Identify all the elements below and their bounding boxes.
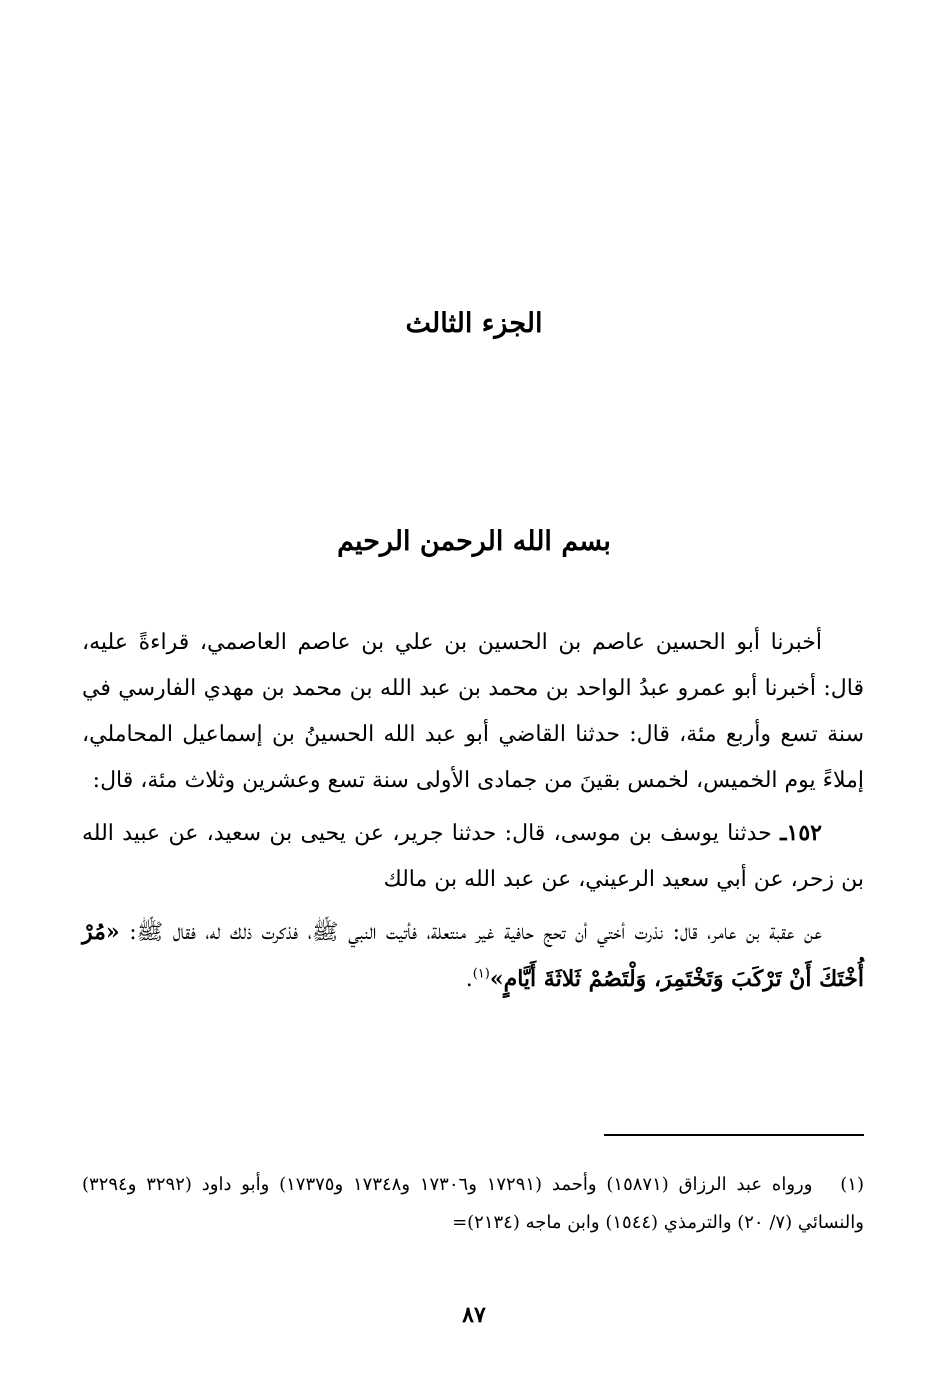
part-title: الجزء الثالث (405, 308, 543, 339)
footnote-divider (604, 1134, 864, 1136)
hadith-chain-paragraph (82, 810, 864, 903)
hadith-text-paragraph (82, 909, 864, 1003)
footnote-text: ورواه عبد الرزاق (١٥٨٧١) وأحمد (١٧٢٩١ و١٧٣٠٦ و١٧٣٤٨ و١٧٣٧٥) وأبو داود (٣٢٩٢ و٣٢٩٤) والنسائي (٧/ ٢٠) والترمذي (١٥٤٤) وابن ماجه (٢١٣٤)= (82, 1174, 864, 1233)
prophetic-quote: «مُرْ أُخْتَكَ أَنْ تَرْكَبَ وَتَخْتَمِرَ، وَلْتَصُمْ ثَلاثَةَ أَيَّامٍ» (82, 919, 864, 992)
footnotes (82, 1166, 864, 1242)
main-text (82, 620, 864, 1009)
hadith-number: ١٥٢ـ (780, 820, 822, 846)
footnote-marker: (١) (840, 1174, 864, 1195)
basmala-heading: بسم الله الرحمن الرحيم (337, 526, 611, 557)
page-number: ٨٧ (462, 1302, 486, 1328)
intro-paragraph: أخبرنا أبو الحسين عاصم بن الحسين بن علي بن عاصم العاصمي، قراءةً عليه، قال: أخبرنا أبو عمرو عبدُ الواحد بن محمد بن عبد الله بن محمد بن مهدي الفارسي في سنة تسع وأربع مئة، قال: حدثنا القاضي أبو عبد الله الحسينُ بن إسماعيل المحاملي، إملاءً يوم الخميس، لخمس بقينَ من جمادى الأولى سنة تسع وعشرين وثلاث مئة، قال: (82, 630, 864, 793)
footnote-1 (82, 1166, 864, 1242)
hadith-text: عن عقبة بن عامر، قال: نذرت أختي أن تحج حافية غير منتعلة، فأتيت النبي ﷺ، فذكرت ذلك له، فقال ﷺ: (129, 920, 822, 945)
sentence-end: . (465, 967, 473, 992)
hadith-chain: حدثنا يوسف بن موسى، قال: حدثنا جرير، عن يحيى بن سعيد، عن عبيد الله بن زحر، عن أبي سعيد الرعيني، عن عبد الله بن مالك (82, 821, 864, 892)
footnote-reference: (١) (472, 966, 490, 982)
